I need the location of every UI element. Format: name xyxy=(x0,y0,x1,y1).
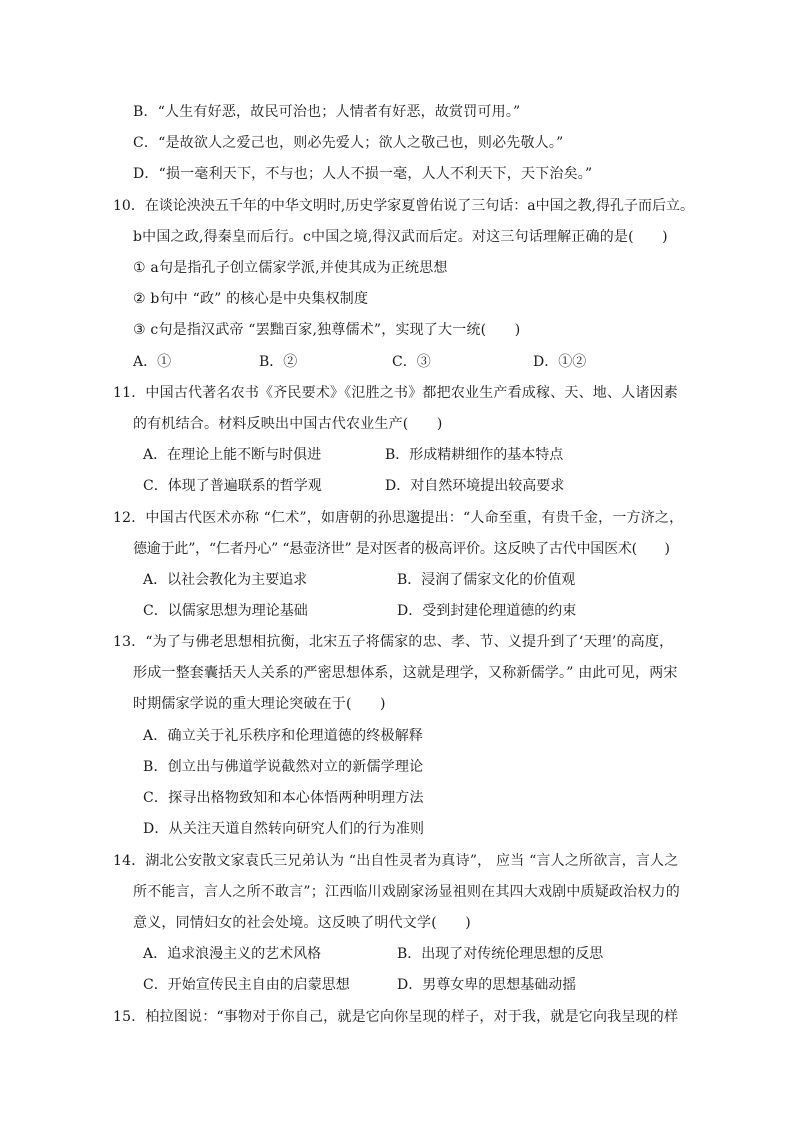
q14-stem-line1: 14．湖北公安散文家袁氏三兄弟认为 “出自性灵者为真诗”， 应当 “言人之所欲言，言人之 xyxy=(113,853,679,869)
q11-option-c: C．体现了普遍联系的哲学观 xyxy=(143,478,322,494)
q10-statement-1: ① a句是指孔子创立儒家学派,并使其成为正统思想 xyxy=(133,260,448,276)
q13-stem-line2: 形成一整套囊括天人关系的严密思想体系，这就是理学，又称新儒学。” 由此可见，两宋 xyxy=(133,665,678,681)
q14-option-a: A．追求浪漫主义的艺术风格 xyxy=(143,946,322,962)
q12-options-row-2 xyxy=(133,601,693,621)
q12-option-b: B．浸润了儒家文化的价值观 xyxy=(397,572,576,588)
q9-option-d: D．“损一毫利天下，不与也；人人不损一毫，人人不利天下，天下治矣。” xyxy=(133,166,593,182)
q14-option-b: B．出现了对传统伦理思想的反思 xyxy=(397,946,604,962)
q11-option-a: A．在理论上能不断与时俱进 xyxy=(143,447,322,463)
q11-stem-line2: 的有机结合。材料反映出中国古代农业生产( ) xyxy=(133,416,443,432)
q10-option-a: A．① xyxy=(133,354,172,370)
q12-options-row-1 xyxy=(133,570,693,590)
q15-stem-line1: 15．柏拉图说：“事物对于你自己，就是它向你呈现的样子，对于我，就是它向我呈现的样 xyxy=(113,1009,679,1025)
q12-stem-line2: 德逾于此”，“仁者丹心” “悬壶济世” 是对医者的极高评价。这反映了古代中国医术( ) xyxy=(133,541,670,557)
q13-option-d: D．从关注天道自然转向研究人们的行为准则 xyxy=(143,821,425,837)
q11-option-d: D．对自然环境提出较高要求 xyxy=(385,478,565,494)
q11-option-b: B．形成精耕细作的基本特点 xyxy=(385,447,564,463)
q10-stem-line1: 10．在谈论泱泱五千年的中华文明时,历史学家夏曾佑说了三句话：a中国之教,得孔子而后立。 xyxy=(113,198,695,214)
q12-option-d: D．受到封建伦理道德的约束 xyxy=(397,603,577,619)
q14-option-d: D．男尊女卑的思想基础动摇 xyxy=(397,977,577,993)
q10-statement-3: ③ c句是指汉武帝 “罢黜百家,独尊儒术”，实现了大一统( ) xyxy=(133,322,521,338)
q13-option-b: B．创立出与佛道学说截然对立的新儒学理论 xyxy=(143,759,424,775)
q14-options-row-1 xyxy=(133,944,693,964)
q10-statement-2: ② b句中 “政” 的核心是中央集权制度 xyxy=(133,291,369,307)
q13-stem-line3: 时期儒家学说的重大理论突破在于( ) xyxy=(133,696,386,712)
q12-stem-line1: 12．中国古代医术亦称 “仁术”，如唐朝的孙思邈提出：“人命至重，有贵千金，一方济之， xyxy=(113,510,684,526)
q13-stem-line1: 13．“为了与佛老思想相抗衡，北宋五子将儒家的忠、孝、节、义提升到了‘天理’的高度， xyxy=(113,634,674,650)
q12-option-c: C．以儒家思想为理论基础 xyxy=(143,603,308,619)
q13-option-a: A．确立关于礼乐秩序和伦理道德的终极解释 xyxy=(143,728,424,744)
q13-option-c: C．探寻出格物致知和本心体悟两种明理方法 xyxy=(143,790,424,806)
q14-option-c: C．开始宣传民主自由的启蒙思想 xyxy=(143,977,350,993)
q14-options-row-2 xyxy=(133,975,693,995)
q10-options-row xyxy=(133,352,693,372)
q10-stem-line2: b中国之政,得秦皇而后行。c中国之境,得汉武而后定。对这三句话理解正确的是( ) xyxy=(133,229,668,245)
q14-stem-line3: 意义，同情妇女的社会处境。这反映了明代文学( ) xyxy=(133,915,471,931)
q10-option-c: C．③ xyxy=(392,354,431,370)
q12-option-a: A．以社会教化为主要追求 xyxy=(143,572,308,588)
q11-options-row-2 xyxy=(133,476,693,496)
q9-option-b: B．“人生有好恶，故民可治也；人情者有好恶，故赏罚可用。” xyxy=(133,104,521,120)
q14-stem-line2: 所不能言，言人之所不敢言”；江西临川戏剧家汤显祖则在其四大戏剧中质疑政治权力的 xyxy=(133,884,680,900)
q11-stem-line1: 11．中国古代著名农书《齐民要术》《氾胜之书》都把农业生产看成稼、天、地、人诸因素 xyxy=(113,385,679,401)
q11-options-row-1 xyxy=(133,445,693,465)
q10-option-d: D．①② xyxy=(533,354,587,370)
q10-option-b: B．② xyxy=(259,354,298,370)
q9-option-c: C．“是故欲人之爱己也，则必先爱人；欲人之敬己也，则必先敬人。” xyxy=(133,135,564,151)
